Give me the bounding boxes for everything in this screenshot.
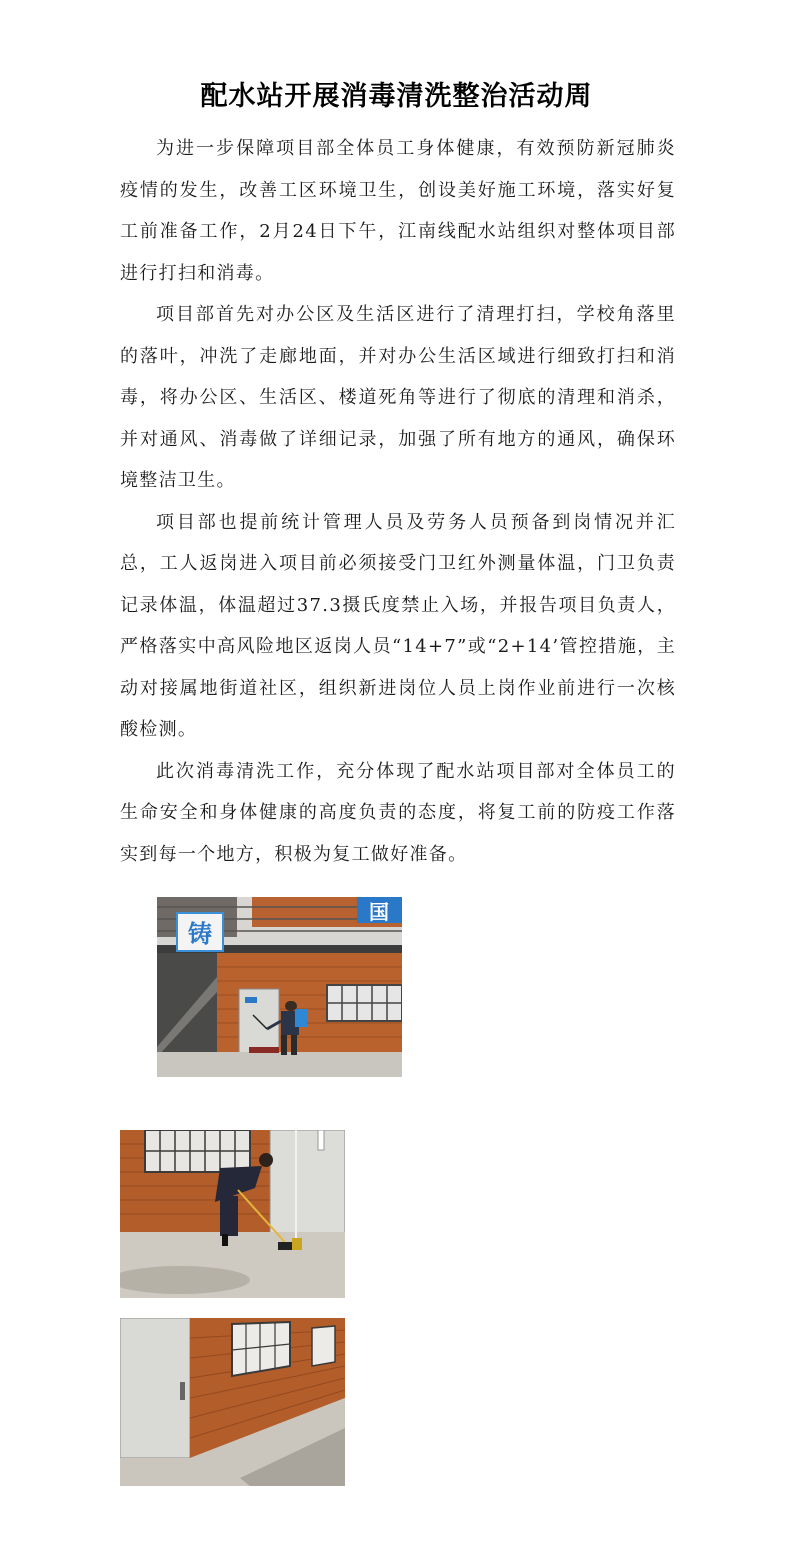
sign-text: 铸	[188, 919, 212, 948]
photo-cleaned-corridor	[120, 1318, 345, 1486]
paragraph: 项目部首先对办公区及生活区进行了清理打扫，学校角落里的落叶，冲洗了走廊地面，并对办公生活区域进行细致打扫和消毒，将办公区、生活区、楼道死角等进行了彻底的清理和消杀，并对通风、消毒做了详细记录，加强了所有地方的通风，确保环境整洁卫生。	[120, 304, 676, 491]
page-title: 配水站开展消毒清洗整治活动周	[200, 81, 593, 112]
paragraph: 为进一步保障项目部全体员工身体健康，有效预防新冠肺炎疫情的发生，改善工区环境卫生，创设美好施工环境，落实好复工前准备工作，2月24日下午，江南线配水站组织对整体项目部进行打扫和消毒。	[120, 138, 676, 284]
sign-text: 国	[369, 900, 389, 924]
article-body	[120, 128, 676, 875]
photo-floor-cleaning	[120, 1130, 345, 1298]
paragraph: 项目部也提前统计管理人员及劳务人员预备到岗情况并汇总，工人返岗进入项目前必须接受门卫红外测量体温，门卫负责记录体温，体温超过37.3摄氏度禁止入场，并报告项目负责人，严格落实中高风险地区返岗人员“14+7”或“2+14’管控措施，主动对接属地街道社区，组织新进岗位人员上岗作业前进行一次核酸检测。	[120, 511, 676, 740]
paragraph: 此次消毒清洗工作，充分体现了配水站项目部对全体员工的生命安全和身体健康的高度负责的态度，将复工前的防疫工作落实到每一个地方，积极为复工做好准备。	[120, 760, 676, 865]
photo-disinfection-spraying	[157, 897, 402, 1077]
